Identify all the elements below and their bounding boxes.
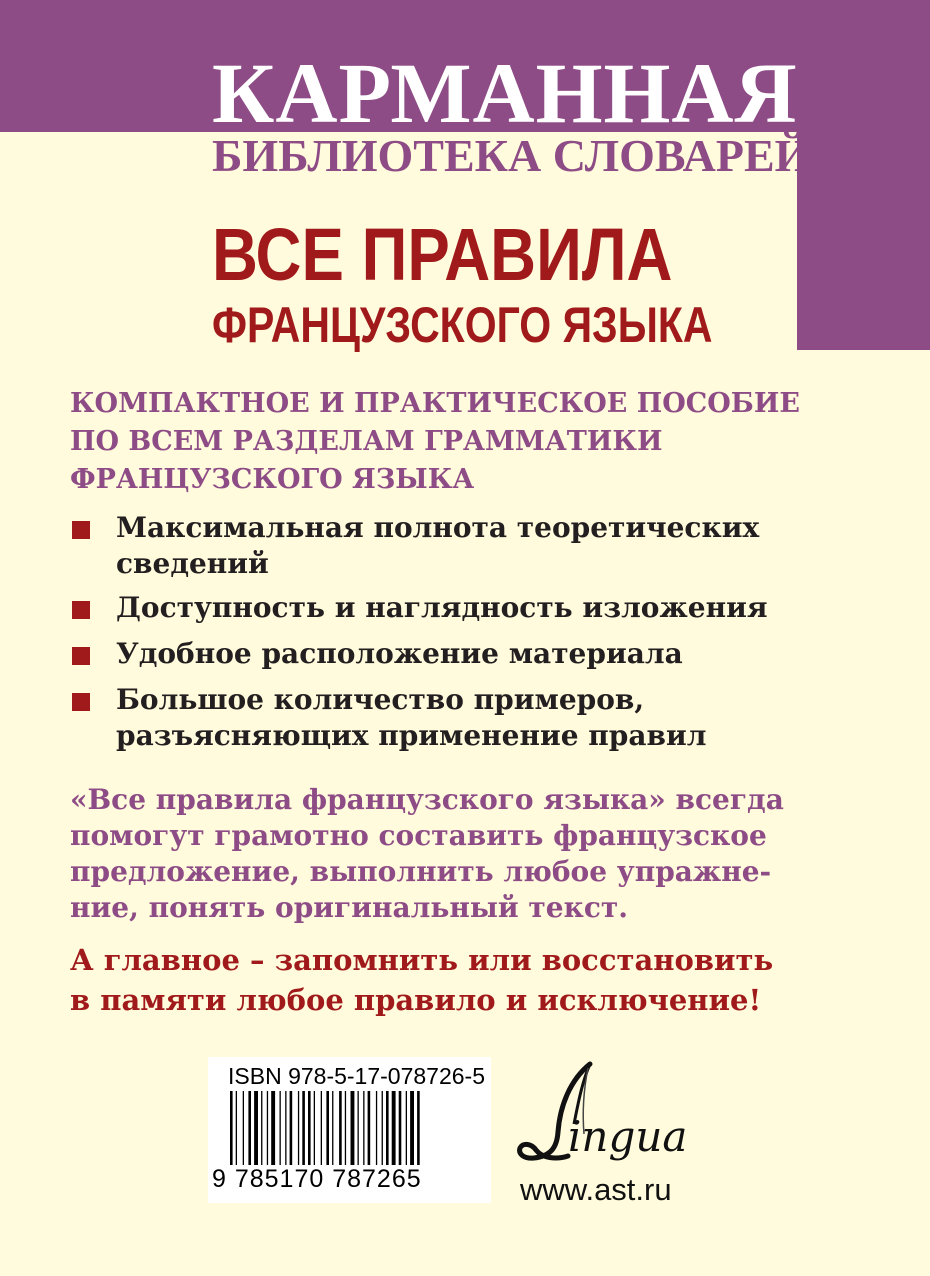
description-line: предложение, выполнить любое упражне- bbox=[70, 855, 772, 888]
description-line: ние, понять оригинальный текст. bbox=[70, 891, 628, 924]
book-title-line-2: ФРАНЦУЗСКОГО ЯЗЫКА bbox=[212, 297, 713, 353]
square-bullet-icon bbox=[72, 647, 90, 665]
barcode bbox=[208, 1057, 491, 1203]
subtitle-line: ФРАНЦУЗСКОГО ЯЗЫКА bbox=[70, 464, 475, 495]
isbn-label: ISBN 978-5-17-078726-5 bbox=[228, 1063, 485, 1089]
feature-list bbox=[70, 510, 850, 754]
subtitle bbox=[70, 385, 830, 499]
feature-item bbox=[70, 510, 850, 580]
subtitle-line: КОМПАКТНОЕ И ПРАКТИЧЕСКОЕ ПОСОБИЕ bbox=[70, 388, 800, 419]
feature-text: Максимальная полнота теоретических сведений bbox=[116, 511, 760, 580]
right-purple-band bbox=[797, 0, 930, 350]
feature-item bbox=[70, 636, 850, 682]
square-bullet-icon bbox=[72, 521, 90, 539]
description-line: помогут грамотно составить французское bbox=[70, 819, 767, 852]
book-title-line-1: ВСЕ ПРАВИЛА bbox=[212, 213, 673, 296]
feature-item bbox=[70, 682, 850, 754]
description-line: «Все правила французского языка» всегда bbox=[70, 783, 784, 816]
feature-text: Большое количество примеров, разъясняющих применение правил bbox=[116, 683, 707, 752]
highlight-line: в памяти любое правило и исключение! bbox=[70, 983, 762, 1017]
publisher-logo-text: ingua bbox=[568, 1112, 688, 1161]
square-bullet-icon bbox=[72, 601, 90, 619]
feature-text: Удобное расположение материала bbox=[116, 637, 683, 670]
subtitle-line: ПО ВСЕМ РАЗДЕЛАМ ГРАММАТИКИ bbox=[70, 426, 663, 457]
publisher-url: www.ast.ru bbox=[520, 1172, 672, 1207]
feature-item bbox=[70, 590, 850, 636]
series-title-line-1: КАРМАННАЯ bbox=[212, 45, 798, 141]
highlight-line: А главное – запомнить или восстановить bbox=[70, 943, 774, 977]
feature-text: Доступность и наглядность изложения bbox=[116, 591, 768, 624]
highlight-text bbox=[70, 940, 870, 1020]
series-title-line-2: БИБЛИОТЕКА СЛОВАРЕЙ bbox=[212, 130, 811, 181]
description bbox=[70, 782, 850, 926]
square-bullet-icon bbox=[72, 693, 90, 711]
barcode-number: 9 785170 787265 bbox=[212, 1165, 487, 1194]
